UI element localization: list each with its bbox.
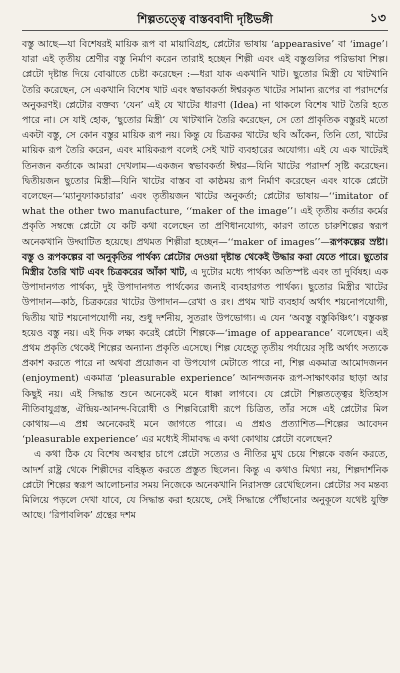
paragraph-text: এ দুটোর মধ্যে পার্থক্য অতিস্পষ্ট এবং তা দুর্বিষহ। এক উপাদানগত পার্থক্য, দুই উপাদানগত পার্থক্যের জন্যই ব্যবহারগত পার্থক্য। ছুতোর মিস্ত্রীর খাটের উপাদান—কাঠ, চিত্রকরের খাটের উপাদান—রেখা ও রং। প্রথম খাট ব্যবহার্য অর্থাৎ শয়নোপযোগী, দ্বিতীয় খাট শয়নোপযোগী নয়, শুধু দর্শনীয়, সুতরাং উপভোগ্য। এ যেন ‘অবস্তু বস্তুকিঞ্চিৎ’। বস্তুকল্প হয়েও বস্তু নয়। এই দিক লক্ষ্য করেই প্লেটো শিল্পকে—‘image of appearance’ বলেছেন। এই প্রথম প্রকৃতি থেকেই শিল্পের অন্যান্য প্রকৃতি এসেছে। শিল্প যেহেতু তৃতীয় পর্যায়ের সৃষ্টি অর্থাৎ সত্যকে প্রকাশ করতে পারে না অথবা প্রয়োজন বা উপযোগ মেটাতে পারে না, শিল্প একমাত্র আমোদজনন (enjoyment) একমাত্র ‘pleasurable experience’ আনন্দজনক রূপ-সাক্ষাৎকার ছাড়া আর কিছুই নয়। এই সিদ্ধান্ত শুনে অনেকেই মনে ধাক্কা লাগবে। যে প্লেটো শিল্পতত্ত্বের ইতিহাস নীতিবাযুগ্রস্ত, ঐন্দ্রিয়-আনন্দ-বিরোধী ও শিল্পবিরোধী রূপে চিত্রিত, তাঁর সঙ্গে এই প্লেটোর মিল কোথায়—এ প্রশ্ন অনেকেরই মনে জাগতে পারে। এ প্রশ্নও প্রত্যাশিত—শিল্পের আবেদন ‘pleasurable experience’ এর মধ্যেই সীমাবদ্ধ এ কথা কোথায় প্লেটো বলেছেন? bbox=[22, 267, 389, 446]
emphasized-text: রূপকল্পের স্রষ্টা। বস্তু ও রূপকল্পের বা অনুকৃতির পার্থক্য প্লেটোর দেওয়া দৃষ্টান্ত থেকেই উদ্ধার করা যেতে পারে। ছুতোর মিস্ত্রীর তৈরি খাট এবং চিত্রকরের আঁকা খাট, bbox=[22, 236, 388, 279]
paragraph bbox=[22, 447, 388, 523]
body-text bbox=[22, 37, 388, 524]
running-title: শিল্পতত্ত্বে বাস্তববাদী দৃষ্টিভঙ্গী bbox=[137, 12, 273, 26]
paragraph bbox=[22, 37, 388, 447]
paragraph-text: এ কথা ঠিক যে বিশেষ অবস্থার চাপে প্লেটো সত্যের ও নীতির মুখ চেয়ে শিল্পকে বর্জন করতে, আদর্শ রাষ্ট্র থেকে শিল্পীদের বহিষ্কৃত করতে প্রস্তুত ছিলেন। কিন্তু এ কথাও মিথ্যা নয়, শিল্পদার্শনিক প্লেটো শিল্পের স্বরূপ আলোচনার সময় নিজেকে অনেকখানি নিরাসক্ত রেখেছিলেন। প্লেটোর সব মন্তব্য মিলিয়ে পড়লে দেখা যাবে, যে সিদ্ধান্ত করা হয়েছে, সেই সিদ্ধান্তে পৌঁছানোর অনুকূলে যথেষ্ট যুক্তি আছে। ‘রিপাবলিক’ গ্রন্থের দশম bbox=[22, 449, 388, 522]
page-number: ১৩ bbox=[369, 10, 386, 25]
paragraph-text: বস্তু আছে—যা বিশেষরই মায়িক রূপ বা মায়াবিগ্রহ, প্লেটোর ভাষায় ‘appearasive’ বা ‘image’। যারা এই তৃতীয় শ্রেণীর বস্তু নির্মাণ করেন তারাই হচ্ছেন শিল্পী এবং এই বস্তুগুলির পরিভাষা শিল্প। প্লেটো দৃষ্টান্ত দিয়ে বোঝাতে চেষ্টা করেছেন :—ধরা যাক একখানি খাট। ছুতোর মিস্ত্রী যে খাটখানি তৈরি করেছেন, সে একখানি বিশেষ খাট এবং স্বভাবকর্তা ঈশ্বরকৃত খাটের সামান্য রূপের বা পরাদর্শের অনুকরণই। প্লেটোর বক্তব্য ‘যেন’ এই যে খাটের ধারণা (Idea) না থাকলে বিশেষ খাট তৈরি হতে পারে না। সে যাই হোক, ‘ছুতোর মিস্ত্রী’ যে খাটখানি তৈরি করেছেন, সে তো প্রাকৃতিক বস্তুরই মতো একটা বস্তু, সে কোন বস্তুর মায়িক রূপ নয়। কিন্তু যে চিত্রকর খাটের ছবি আঁকেন, তিনি তো, খাটের মায়িক রূপ তৈরি করেন, এবং মায়িকরূপ বলেই সেই খাট ব্যবহারের অযোগ্য। এই যে এক খাটেরই তিনজন কর্তাকে আমরা দেখলাম—একজন স্বভাবকর্তা ঈশ্বর—যিনি খাটের পরাদর্শ সৃষ্টি করেছেন। দ্বিতীয়জন ছুতোর মিস্ত্রী—যিনি খাটের বাস্তব বা কাষ্ঠময় রূপ নির্মাণ করেছেন এবং যাকে প্লেটো বলেছেন—‘ম্যানুফ্যাকচারার’ এবং তৃতীয়জন খাটের অনুকর্তা; প্লেটোর ভাষায়—‘‘imitator of what the other two manufacture, ‘‘maker of the image’’। এই তৃতীয় কর্তার কর্মের প্রকৃতি সম্বন্ধে প্লেটো যে কটি কথা বলেছেন তা প্রণিধানযোগ্য, কারণ তাতে চারুশিল্পের স্বরূপ অনেকখানি উদ্ঘাটিত হয়েছে। প্রথমত শিল্পীরা হচ্ছেন—‘‘maker of images’’— bbox=[22, 39, 388, 248]
page-header bbox=[22, 8, 388, 31]
